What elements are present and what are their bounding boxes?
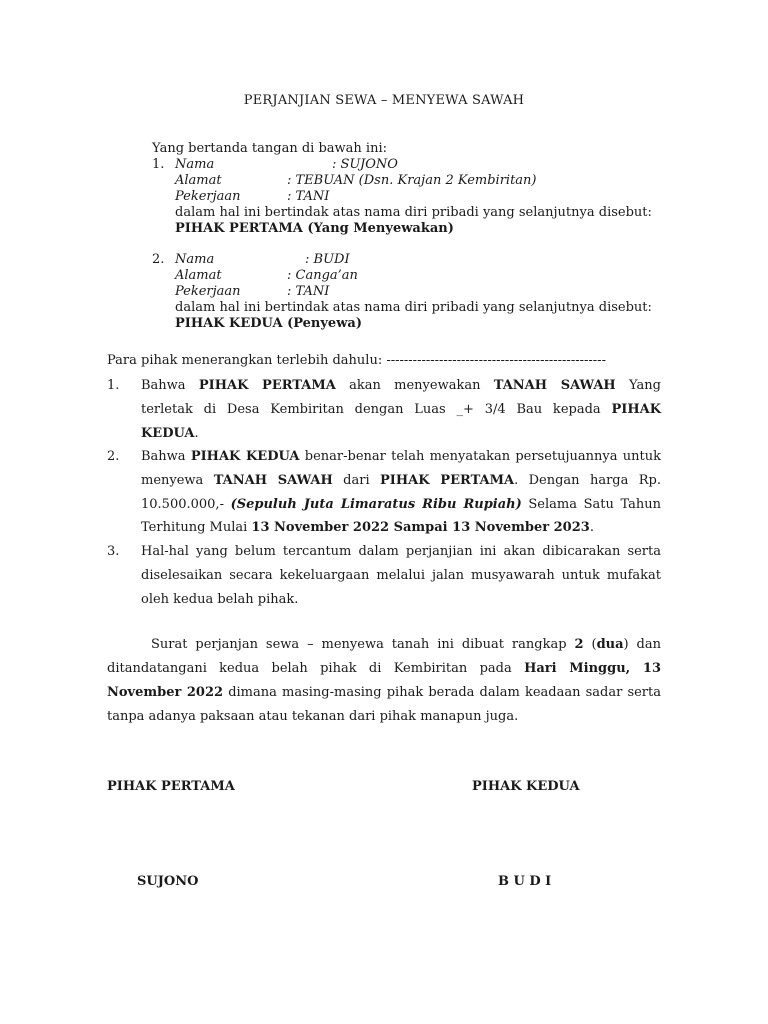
clause-text-bold: 13 November 2022 Sampai 13 November 2023	[251, 520, 590, 535]
clause-line	[141, 449, 661, 465]
clause-text: Terhitung Mulai	[141, 520, 252, 535]
clause-text: Yang	[615, 378, 662, 393]
closing-line	[151, 637, 661, 653]
clause-text-bold: TANAH SAWAH	[213, 473, 333, 488]
closing-line: tanpa adanya paksaan atau tekanan dari pihak manapun juga.	[107, 709, 519, 724]
closing-text-bold: 2	[574, 637, 584, 652]
closing-text-bold: dua	[596, 637, 624, 652]
signature-name-left: SUJONO	[137, 874, 199, 889]
address-value: : TEBUAN (Dsn. Krajan 2 Kembiritan)	[287, 173, 537, 188]
document-title: PERJANJIAN SEWA – MENYEWA SAWAH	[243, 93, 525, 108]
party-statement: dalam hal ini bertindak atas nama diri pribadi yang selanjutnya disebut:	[175, 205, 652, 220]
name-label: Nama	[175, 252, 215, 267]
party-role: PIHAK KEDUA (Penyewa)	[175, 316, 362, 331]
clause-text: Bahwa	[141, 449, 191, 464]
clause-line	[141, 402, 661, 418]
party-statement: dalam hal ini bertindak atas nama diri pribadi yang selanjutnya disebut:	[175, 300, 652, 315]
clause-text-bold: TANAH SAWAH	[493, 378, 616, 393]
closing-text: ) dan	[623, 637, 661, 652]
signature-name-right: B U D I	[498, 874, 552, 889]
closing-text: (	[583, 637, 597, 652]
clause-text: .	[194, 426, 199, 441]
party-role: PIHAK PERTAMA (Yang Menyewakan)	[175, 221, 454, 236]
clause-text: . Dengan harga Rp.	[514, 473, 661, 488]
clause-text: akan menyewakan	[335, 378, 494, 393]
preamble-text: Para pihak menerangkan terlebih dahulu: --------------------------------------------------	[107, 353, 606, 368]
closing-line	[107, 661, 661, 677]
clause-line	[141, 426, 199, 442]
clause-line: oleh kedua belah pihak.	[141, 592, 299, 607]
signature-label-left: PIHAK PERTAMA	[107, 779, 235, 794]
party-number: 1.	[152, 157, 165, 172]
clause-text: .	[589, 520, 594, 535]
address-label: Alamat	[175, 268, 222, 283]
clause-line	[141, 520, 594, 536]
price-words: (Sepuluh Juta Limaratus Ribu Rupiah)	[230, 497, 522, 512]
address-value: : Canga’an	[287, 268, 358, 283]
clause-number: 1.	[107, 378, 120, 393]
clause-text-bold: PIHAK PERTAMA	[380, 473, 515, 488]
clause-text-bold: PIHAK PERTAMA	[198, 378, 336, 393]
clause-line	[141, 473, 661, 489]
clause-text: dari	[332, 473, 380, 488]
clause-text: benar-benar telah menyatakan persetujuannya untuk	[299, 449, 661, 464]
job-label: Pekerjaan	[175, 284, 241, 299]
name-value: : BUDI	[305, 252, 350, 267]
clause-text: terletak di Desa Kembiritan dengan Luas _+ 3/4 Bau kepada	[141, 402, 612, 417]
signature-label-right: PIHAK KEDUA	[472, 779, 580, 794]
clause-line	[141, 497, 661, 513]
job-label: Pekerjaan	[175, 189, 241, 204]
clause-number: 3.	[107, 544, 120, 559]
job-value: : TANI	[287, 189, 330, 204]
clause-line	[141, 378, 661, 394]
party-number: 2.	[152, 252, 165, 267]
closing-text: Surat perjanjan sewa – menyewa tanah ini dibuat rangkap	[151, 637, 575, 652]
closing-text-bold: Hari Minggu, 13	[524, 661, 662, 676]
intro-text: Yang bertanda tangan di bawah ini:	[152, 141, 387, 156]
clause-text: 10.500.000,-	[141, 497, 231, 512]
job-value: : TANI	[287, 284, 330, 299]
name-label: Nama	[175, 157, 215, 172]
closing-line	[107, 685, 661, 701]
closing-text-bold: November 2022	[107, 685, 224, 700]
clause-line: diselesaikan secara kekeluargaan melalui jalan musyawarah untuk mufakat	[141, 568, 661, 583]
clause-number: 2.	[107, 449, 120, 464]
closing-text: ditandatangani kedua belah pihak di Kembiritan pada	[107, 661, 525, 676]
clause-text-bold: PIHAK	[611, 402, 661, 417]
clause-text-bold: PIHAK KEDUA	[190, 449, 300, 464]
clause-text-bold: KEDUA	[141, 426, 195, 441]
clause-line: Hal-hal yang belum tercantum dalam perjanjian ini akan dibicarakan serta	[141, 544, 661, 559]
address-label: Alamat	[175, 173, 222, 188]
clause-text: menyewa	[141, 473, 214, 488]
clause-text: Selama Satu Tahun	[521, 497, 661, 512]
clause-text: Bahwa	[141, 378, 199, 393]
name-value: : SUJONO	[332, 157, 398, 172]
closing-text: dimana masing-masing pihak berada dalam keadaan sadar serta	[223, 685, 662, 700]
